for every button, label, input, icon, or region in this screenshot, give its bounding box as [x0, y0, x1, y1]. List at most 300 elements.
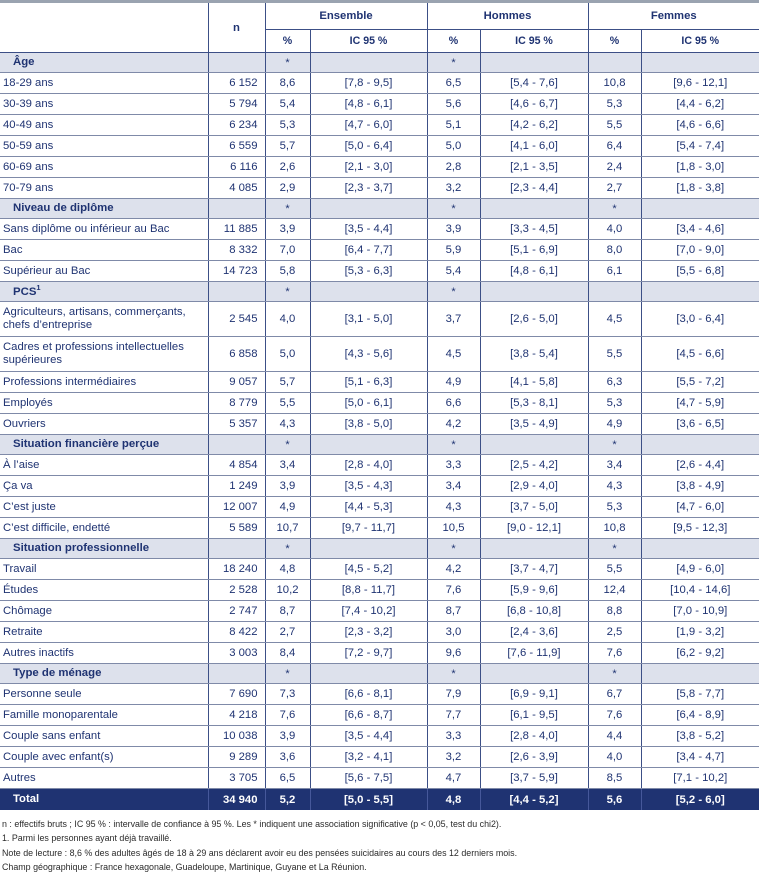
header-femmes-pct: %: [588, 30, 641, 53]
row-femmes-ic: [5,4 - 7,4]: [641, 136, 759, 157]
row-label: 18-29 ans: [0, 73, 208, 94]
row-hommes-pct: 2,8: [427, 157, 480, 178]
row-hommes-pct: 7,7: [427, 705, 480, 726]
table-header: [0, 2, 759, 53]
header-ensemble-ic: IC 95 %: [310, 30, 427, 53]
row-hommes-pct: 4,2: [427, 414, 480, 435]
row-label: 70-79 ans: [0, 178, 208, 199]
row-ensemble-pct: 2,9: [265, 178, 310, 199]
row-hommes-ic: [5,9 - 9,6]: [480, 580, 588, 601]
row-ensemble-ic: [4,5 - 5,2]: [310, 559, 427, 580]
table-row: [0, 476, 759, 497]
table-row: [0, 178, 759, 199]
section-ic-blank-femmes: [641, 199, 759, 219]
section-header-row: [0, 53, 759, 73]
table-row: [0, 768, 759, 789]
row-label: Ça va: [0, 476, 208, 497]
table-footnotes: [0, 810, 759, 875]
row-hommes-ic: [5,3 - 8,1]: [480, 393, 588, 414]
row-ensemble-pct: 3,9: [265, 726, 310, 747]
total-label: Total: [0, 789, 208, 811]
row-label: 60-69 ans: [0, 157, 208, 178]
row-hommes-ic: [2,4 - 3,6]: [480, 622, 588, 643]
row-label: Famille monoparentale: [0, 705, 208, 726]
row-label: Travail: [0, 559, 208, 580]
row-n: 9 057: [208, 372, 265, 393]
row-label: Cadres et professions intellectuelles supérieures: [0, 337, 208, 372]
row-hommes-ic: [5,4 - 7,6]: [480, 73, 588, 94]
row-femmes-pct: 7,6: [588, 705, 641, 726]
table-row: [0, 705, 759, 726]
section-header-row: [0, 199, 759, 219]
row-label: Études: [0, 580, 208, 601]
section-ic-blank-hommes: [480, 435, 588, 455]
row-hommes-pct: 6,6: [427, 393, 480, 414]
section-ic-blank-ensemble: [310, 664, 427, 684]
row-label: 50-59 ans: [0, 136, 208, 157]
row-femmes-pct: 10,8: [588, 518, 641, 539]
row-femmes-pct: 7,6: [588, 643, 641, 664]
row-label: 40-49 ans: [0, 115, 208, 136]
header-n: n: [208, 2, 265, 53]
row-femmes-pct: 8,8: [588, 601, 641, 622]
row-hommes-ic: [4,2 - 6,2]: [480, 115, 588, 136]
row-label: Supérieur au Bac: [0, 261, 208, 282]
row-femmes-ic: [3,4 - 4,6]: [641, 219, 759, 240]
row-n: 2 747: [208, 601, 265, 622]
section-header-row: [0, 664, 759, 684]
row-n: 1 249: [208, 476, 265, 497]
row-n: 2 528: [208, 580, 265, 601]
section-title: Situation financière perçue: [0, 435, 208, 455]
row-hommes-pct: 4,5: [427, 337, 480, 372]
footnote-marker: 1: [36, 283, 41, 293]
row-ensemble-ic: [3,5 - 4,4]: [310, 219, 427, 240]
section-title: Situation professionnelle: [0, 539, 208, 559]
header-group-hommes: Hommes: [427, 2, 588, 30]
row-hommes-pct: 8,7: [427, 601, 480, 622]
row-hommes-ic: [3,7 - 5,0]: [480, 497, 588, 518]
table-row: [0, 337, 759, 372]
section-n-blank: [208, 539, 265, 559]
total-n: 34 940: [208, 789, 265, 811]
table-row: [0, 372, 759, 393]
section-star-femmes: *: [588, 435, 641, 455]
row-femmes-ic: [1,8 - 3,8]: [641, 178, 759, 199]
row-hommes-ic: [4,1 - 5,8]: [480, 372, 588, 393]
row-label: Agriculteurs, artisans, commerçants, chefs d’entreprise: [0, 302, 208, 337]
row-n: 8 422: [208, 622, 265, 643]
footnote-pcs: 1. Parmi les personnes ayant déjà travaillé.: [2, 833, 172, 844]
table-row: [0, 240, 759, 261]
total-ensemble-pct: 5,2: [265, 789, 310, 811]
row-femmes-ic: [4,7 - 6,0]: [641, 497, 759, 518]
row-n: 3 705: [208, 768, 265, 789]
section-n-blank: [208, 664, 265, 684]
total-femmes-ic: [5,2 - 6,0]: [641, 789, 759, 811]
table-row: [0, 261, 759, 282]
row-hommes-pct: 10,5: [427, 518, 480, 539]
row-hommes-ic: [3,5 - 4,9]: [480, 414, 588, 435]
row-ensemble-ic: [3,8 - 5,0]: [310, 414, 427, 435]
row-femmes-pct: 6,3: [588, 372, 641, 393]
section-star-hommes: *: [427, 435, 480, 455]
row-n: 7 690: [208, 684, 265, 705]
row-ensemble-ic: [8,8 - 11,7]: [310, 580, 427, 601]
row-ensemble-pct: 8,4: [265, 643, 310, 664]
row-hommes-pct: 5,6: [427, 94, 480, 115]
row-n: 9 289: [208, 747, 265, 768]
section-star-hommes: *: [427, 199, 480, 219]
section-header-row: [0, 539, 759, 559]
section-star-femmes: [588, 282, 641, 302]
row-ensemble-ic: [2,3 - 3,2]: [310, 622, 427, 643]
row-ensemble-ic: [3,2 - 4,1]: [310, 747, 427, 768]
table-row: [0, 73, 759, 94]
row-hommes-pct: 3,9: [427, 219, 480, 240]
row-ensemble-pct: 3,9: [265, 476, 310, 497]
table-row: [0, 136, 759, 157]
row-n: 5 589: [208, 518, 265, 539]
row-ensemble-pct: 4,3: [265, 414, 310, 435]
row-ensemble-pct: 10,2: [265, 580, 310, 601]
row-ensemble-pct: 5,8: [265, 261, 310, 282]
row-hommes-pct: 7,9: [427, 684, 480, 705]
row-femmes-ic: [6,4 - 8,9]: [641, 705, 759, 726]
row-femmes-ic: [4,4 - 6,2]: [641, 94, 759, 115]
row-hommes-pct: 5,9: [427, 240, 480, 261]
section-star-ensemble: *: [265, 282, 310, 302]
header-corner-blank: [0, 2, 208, 30]
row-label: Sans diplôme ou inférieur au Bac: [0, 219, 208, 240]
row-ensemble-ic: [7,2 - 9,7]: [310, 643, 427, 664]
table-row: [0, 414, 759, 435]
row-femmes-ic: [5,5 - 7,2]: [641, 372, 759, 393]
row-ensemble-ic: [2,3 - 3,7]: [310, 178, 427, 199]
row-label: Retraite: [0, 622, 208, 643]
table-row: [0, 601, 759, 622]
row-label: Personne seule: [0, 684, 208, 705]
section-title: Âge: [0, 53, 208, 73]
section-ic-blank-femmes: [641, 53, 759, 73]
row-hommes-ic: [2,1 - 3,5]: [480, 157, 588, 178]
row-hommes-pct: 3,2: [427, 178, 480, 199]
row-hommes-ic: [2,6 - 3,9]: [480, 747, 588, 768]
row-femmes-pct: 6,7: [588, 684, 641, 705]
section-ic-blank-femmes: [641, 539, 759, 559]
row-hommes-ic: [3,3 - 4,5]: [480, 219, 588, 240]
total-femmes-pct: 5,6: [588, 789, 641, 811]
row-femmes-ic: [5,8 - 7,7]: [641, 684, 759, 705]
row-ensemble-pct: 3,6: [265, 747, 310, 768]
row-ensemble-ic: [7,4 - 10,2]: [310, 601, 427, 622]
row-n: 8 332: [208, 240, 265, 261]
row-hommes-pct: 3,3: [427, 455, 480, 476]
row-femmes-pct: 5,5: [588, 337, 641, 372]
row-hommes-pct: 5,1: [427, 115, 480, 136]
row-femmes-ic: [9,6 - 12,1]: [641, 73, 759, 94]
row-ensemble-pct: 7,0: [265, 240, 310, 261]
row-n: 3 003: [208, 643, 265, 664]
header-subcorner-blank: [0, 30, 208, 53]
row-femmes-pct: 4,0: [588, 747, 641, 768]
table-row: [0, 455, 759, 476]
row-ensemble-pct: 4,8: [265, 559, 310, 580]
row-femmes-pct: 4,3: [588, 476, 641, 497]
table-row: [0, 747, 759, 768]
row-hommes-ic: [7,6 - 11,9]: [480, 643, 588, 664]
row-n: 6 559: [208, 136, 265, 157]
table-row: [0, 94, 759, 115]
table-row: [0, 157, 759, 178]
table-row: [0, 497, 759, 518]
section-star-hommes: *: [427, 53, 480, 73]
section-n-blank: [208, 199, 265, 219]
row-label: Autres: [0, 768, 208, 789]
row-femmes-ic: [6,2 - 9,2]: [641, 643, 759, 664]
section-n-blank: [208, 282, 265, 302]
row-hommes-ic: [9,0 - 12,1]: [480, 518, 588, 539]
row-ensemble-ic: [5,3 - 6,3]: [310, 261, 427, 282]
row-n: 6 234: [208, 115, 265, 136]
row-femmes-ic: [4,9 - 6,0]: [641, 559, 759, 580]
section-n-blank: [208, 435, 265, 455]
row-hommes-ic: [3,7 - 5,9]: [480, 768, 588, 789]
row-hommes-ic: [2,3 - 4,4]: [480, 178, 588, 199]
row-n: 6 116: [208, 157, 265, 178]
row-ensemble-pct: 6,5: [265, 768, 310, 789]
row-label: Chômage: [0, 601, 208, 622]
section-ic-blank-femmes: [641, 435, 759, 455]
row-ensemble-pct: 5,3: [265, 115, 310, 136]
row-n: 18 240: [208, 559, 265, 580]
row-hommes-pct: 5,0: [427, 136, 480, 157]
table-body: [0, 53, 759, 811]
row-femmes-ic: [7,1 - 10,2]: [641, 768, 759, 789]
row-femmes-ic: [3,8 - 4,9]: [641, 476, 759, 497]
row-ensemble-pct: 5,0: [265, 337, 310, 372]
section-star-ensemble: *: [265, 435, 310, 455]
row-ensemble-pct: 7,6: [265, 705, 310, 726]
row-femmes-pct: 8,5: [588, 768, 641, 789]
row-femmes-ic: [3,0 - 6,4]: [641, 302, 759, 337]
header-group-femmes: Femmes: [588, 2, 759, 30]
row-label: 30-39 ans: [0, 94, 208, 115]
row-ensemble-ic: [2,8 - 4,0]: [310, 455, 427, 476]
row-n: 10 038: [208, 726, 265, 747]
row-femmes-pct: 3,4: [588, 455, 641, 476]
table-row: [0, 726, 759, 747]
row-ensemble-ic: [4,4 - 5,3]: [310, 497, 427, 518]
row-label: Ouvriers: [0, 414, 208, 435]
row-n: 14 723: [208, 261, 265, 282]
section-ic-blank-hommes: [480, 199, 588, 219]
row-femmes-ic: [7,0 - 10,9]: [641, 601, 759, 622]
header-group-row: [0, 2, 759, 30]
row-femmes-pct: 4,5: [588, 302, 641, 337]
row-femmes-ic: [1,9 - 3,2]: [641, 622, 759, 643]
row-femmes-pct: 2,5: [588, 622, 641, 643]
footnote-champ-geographique: Champ géographique : France hexagonale, Guadeloupe, Martinique, Guyane et La Réunion.: [2, 862, 367, 873]
row-label: Couple avec enfant(s): [0, 747, 208, 768]
row-femmes-ic: [1,8 - 3,0]: [641, 157, 759, 178]
row-hommes-pct: 6,5: [427, 73, 480, 94]
footnote-note-de-lecture: Note de lecture : 8,6 % des adultes âgés de 18 à 29 ans déclarent avoir eu des pensées suicidaires au cours des 12 derniers mois.: [2, 847, 518, 858]
row-n: 8 779: [208, 393, 265, 414]
row-femmes-ic: [9,5 - 12,3]: [641, 518, 759, 539]
row-ensemble-pct: 3,9: [265, 219, 310, 240]
row-hommes-pct: 3,3: [427, 726, 480, 747]
section-ic-blank-ensemble: [310, 539, 427, 559]
row-hommes-ic: [6,9 - 9,1]: [480, 684, 588, 705]
row-femmes-ic: [4,5 - 6,6]: [641, 337, 759, 372]
row-ensemble-ic: [3,1 - 5,0]: [310, 302, 427, 337]
row-n: 2 545: [208, 302, 265, 337]
row-hommes-pct: 3,2: [427, 747, 480, 768]
row-femmes-pct: 6,1: [588, 261, 641, 282]
row-n: 6 152: [208, 73, 265, 94]
row-n: 4 854: [208, 455, 265, 476]
row-n: 4 218: [208, 705, 265, 726]
section-star-femmes: *: [588, 199, 641, 219]
table-row: [0, 115, 759, 136]
table-row: [0, 622, 759, 643]
section-ic-blank-hommes: [480, 539, 588, 559]
section-ic-blank-femmes: [641, 282, 759, 302]
section-star-hommes: *: [427, 282, 480, 302]
row-ensemble-pct: 2,6: [265, 157, 310, 178]
section-ic-blank-ensemble: [310, 435, 427, 455]
row-hommes-pct: 3,7: [427, 302, 480, 337]
table-row: [0, 302, 759, 337]
row-femmes-ic: [5,5 - 6,8]: [641, 261, 759, 282]
section-title: PCS$^1$: [0, 282, 208, 302]
section-header-row: [0, 435, 759, 455]
row-femmes-ic: [4,7 - 5,9]: [641, 393, 759, 414]
row-n: 5 794: [208, 94, 265, 115]
total-ensemble-ic: [5,0 - 5,5]: [310, 789, 427, 811]
row-femmes-pct: 8,0: [588, 240, 641, 261]
table-row: [0, 219, 759, 240]
row-femmes-pct: 5,3: [588, 497, 641, 518]
row-ensemble-pct: 8,7: [265, 601, 310, 622]
section-star-femmes: [588, 53, 641, 73]
row-hommes-pct: 9,6: [427, 643, 480, 664]
row-hommes-pct: 4,3: [427, 497, 480, 518]
row-ensemble-pct: 4,9: [265, 497, 310, 518]
section-ic-blank-ensemble: [310, 53, 427, 73]
section-star-ensemble: *: [265, 664, 310, 684]
row-ensemble-ic: [5,6 - 7,5]: [310, 768, 427, 789]
table-row: [0, 393, 759, 414]
row-label: Autres inactifs: [0, 643, 208, 664]
row-ensemble-ic: [4,7 - 6,0]: [310, 115, 427, 136]
row-label: À l’aise: [0, 455, 208, 476]
row-label: Couple sans enfant: [0, 726, 208, 747]
section-ic-blank-hommes: [480, 282, 588, 302]
row-ensemble-ic: [2,1 - 3,0]: [310, 157, 427, 178]
row-femmes-ic: [2,6 - 4,4]: [641, 455, 759, 476]
section-title: Type de ménage: [0, 664, 208, 684]
section-star-hommes: *: [427, 539, 480, 559]
table-row: [0, 580, 759, 601]
row-hommes-ic: [2,6 - 5,0]: [480, 302, 588, 337]
table-row: [0, 684, 759, 705]
row-n: 12 007: [208, 497, 265, 518]
row-ensemble-ic: [4,8 - 6,1]: [310, 94, 427, 115]
table-row: [0, 643, 759, 664]
section-ic-blank-hommes: [480, 664, 588, 684]
total-hommes-ic: [4,4 - 5,2]: [480, 789, 588, 811]
section-star-ensemble: *: [265, 539, 310, 559]
section-header-row: [0, 282, 759, 302]
total-hommes-pct: 4,8: [427, 789, 480, 811]
row-hommes-pct: 3,0: [427, 622, 480, 643]
row-n: 6 858: [208, 337, 265, 372]
row-hommes-ic: [3,7 - 4,7]: [480, 559, 588, 580]
row-ensemble-pct: 2,7: [265, 622, 310, 643]
row-ensemble-pct: 3,4: [265, 455, 310, 476]
row-femmes-pct: 4,4: [588, 726, 641, 747]
row-hommes-ic: [6,8 - 10,8]: [480, 601, 588, 622]
row-ensemble-ic: [5,0 - 6,4]: [310, 136, 427, 157]
row-ensemble-pct: 5,7: [265, 136, 310, 157]
header-hommes-ic: IC 95 %: [480, 30, 588, 53]
row-ensemble-ic: [3,5 - 4,4]: [310, 726, 427, 747]
row-hommes-ic: [4,1 - 6,0]: [480, 136, 588, 157]
row-hommes-ic: [2,9 - 4,0]: [480, 476, 588, 497]
row-femmes-pct: 5,3: [588, 94, 641, 115]
row-femmes-ic: [4,6 - 6,6]: [641, 115, 759, 136]
section-ic-blank-ensemble: [310, 199, 427, 219]
row-ensemble-ic: [9,7 - 11,7]: [310, 518, 427, 539]
row-femmes-pct: 5,3: [588, 393, 641, 414]
row-ensemble-pct: 7,3: [265, 684, 310, 705]
table-row: [0, 518, 759, 539]
row-hommes-ic: [2,8 - 4,0]: [480, 726, 588, 747]
row-ensemble-pct: 4,0: [265, 302, 310, 337]
row-hommes-pct: 4,7: [427, 768, 480, 789]
row-ensemble-ic: [5,0 - 6,1]: [310, 393, 427, 414]
row-hommes-pct: 4,2: [427, 559, 480, 580]
row-femmes-pct: 10,8: [588, 73, 641, 94]
row-n: 11 885: [208, 219, 265, 240]
row-hommes-ic: [2,5 - 4,2]: [480, 455, 588, 476]
row-femmes-ic: [3,6 - 6,5]: [641, 414, 759, 435]
row-ensemble-pct: 10,7: [265, 518, 310, 539]
row-label: Professions intermédiaires: [0, 372, 208, 393]
total-row: [0, 789, 759, 811]
row-hommes-pct: 4,9: [427, 372, 480, 393]
row-ensemble-ic: [5,1 - 6,3]: [310, 372, 427, 393]
row-ensemble-ic: [6,6 - 8,1]: [310, 684, 427, 705]
header-sub-row: [0, 30, 759, 53]
row-femmes-pct: 4,0: [588, 219, 641, 240]
row-femmes-ic: [3,4 - 4,7]: [641, 747, 759, 768]
section-star-ensemble: *: [265, 199, 310, 219]
section-ic-blank-hommes: [480, 53, 588, 73]
row-femmes-pct: 5,5: [588, 115, 641, 136]
section-ic-blank-femmes: [641, 664, 759, 684]
row-ensemble-pct: 5,7: [265, 372, 310, 393]
row-hommes-ic: [4,8 - 6,1]: [480, 261, 588, 282]
row-femmes-pct: 4,9: [588, 414, 641, 435]
section-n-blank: [208, 53, 265, 73]
section-ic-blank-ensemble: [310, 282, 427, 302]
row-ensemble-pct: 5,5: [265, 393, 310, 414]
row-femmes-pct: 12,4: [588, 580, 641, 601]
section-title: Niveau de diplôme: [0, 199, 208, 219]
